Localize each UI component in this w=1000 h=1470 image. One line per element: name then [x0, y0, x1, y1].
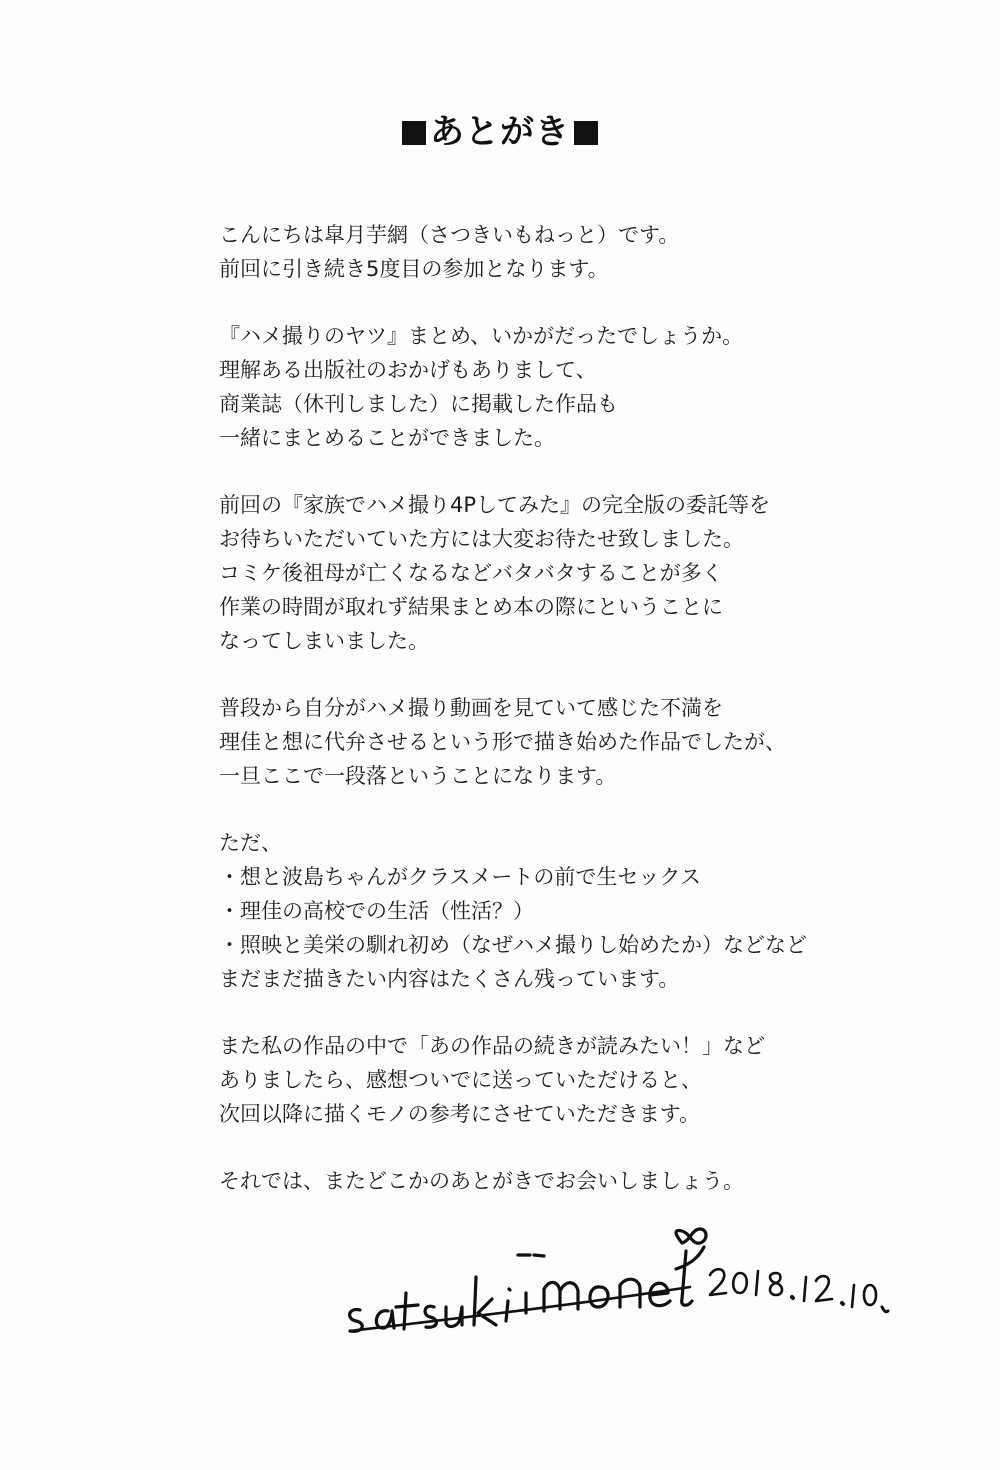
text-line: こんにちは皐月芋網（さつきいもねっと）です。: [219, 223, 680, 247]
text-line: まだまだ描きたい内容はたくさん残っています。: [219, 967, 680, 991]
text-line: お待ちいただいていた方には大変お待たせ致しました。: [219, 527, 744, 551]
text-line: ・照映と美栄の馴れ初め（なぜハメ撮りし始めたか）などなど: [219, 933, 807, 957]
title-square-left: [402, 121, 426, 145]
paragraph-future-ideas: [219, 826, 859, 996]
paragraph-request: [219, 1029, 859, 1131]
text-line: 一旦ここで一段落ということになります。: [219, 764, 617, 788]
text-line: 理解ある出版社のおかげもありまして、: [219, 358, 597, 382]
paragraph-motivation: [219, 691, 859, 793]
paragraph-closing: [219, 1164, 859, 1198]
paragraph-collection: [219, 319, 859, 455]
handwritten-signature: [330, 1215, 890, 1345]
text-line: また私の作品の中で「あの作品の続きが読みたい！」など: [219, 1034, 765, 1058]
afterword-title: [0, 112, 1000, 152]
text-line: 普段から自分がハメ撮り動画を見ていて感じた不満を: [219, 696, 723, 720]
text-line: ありましたら、感想ついでに送っていただけると、: [219, 1068, 702, 1092]
text-line: 『ハメ撮りのヤツ』まとめ、いかがだったでしょうか。: [219, 324, 744, 348]
text-line: コミケ後祖母が亡くなるなどバタバタすることが多く: [219, 561, 723, 585]
text-line: 理佳と想に代弁させるという形で描き始めた作品でしたが、: [219, 730, 786, 754]
afterword-body: [219, 218, 859, 1198]
text-line: 作業の時間が取れず結果まとめ本の際にということに: [219, 595, 723, 619]
title-text: あとがき: [430, 112, 570, 152]
text-line: ただ、: [219, 831, 282, 855]
text-line: 一緒にまとめることができました。: [219, 426, 555, 450]
text-line: それでは、またどこかのあとがきでお会いしましょう。: [219, 1169, 744, 1193]
text-line: 前回の『家族でハメ撮り4Pしてみた』の完全版の委託等を: [219, 493, 771, 517]
text-line: ・理佳の高校での生活（性活？）: [219, 899, 534, 923]
paragraph-apology: [219, 488, 859, 658]
text-line: 次回以降に描くモノの参考にさせていただきます。: [219, 1102, 701, 1126]
paragraph-greeting: [219, 218, 859, 286]
text-line: 前回に引き続き5度目の参加となります。: [219, 257, 609, 281]
text-line: 商業誌（休刊しました）に掲載した作品も: [219, 392, 618, 416]
text-line: なってしまいました。: [219, 629, 429, 653]
title-square-right: [574, 121, 598, 145]
text-line: ・想と波島ちゃんがクラスメートの前で生セックス: [219, 865, 702, 889]
